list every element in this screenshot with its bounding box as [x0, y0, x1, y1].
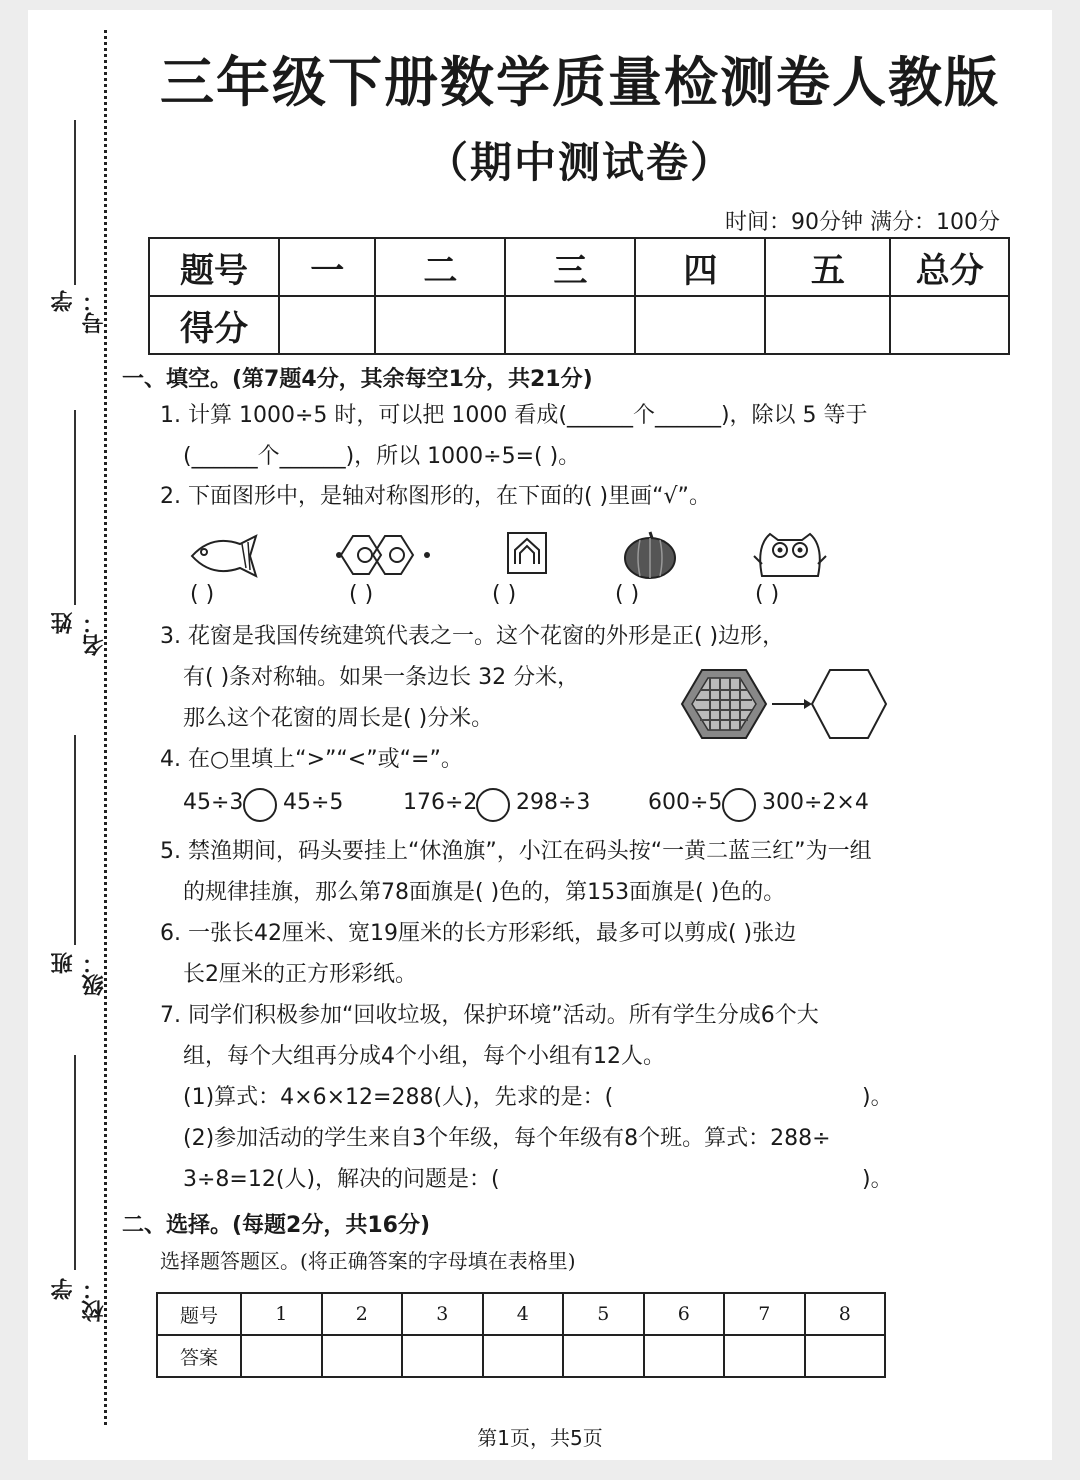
- answer-table-header-row: [157, 1293, 885, 1335]
- name-line[interactable]: [74, 410, 76, 605]
- section-1-heading: 一、填空。(第7题4分，其余每空1分，共21分): [122, 367, 593, 392]
- q2-answer-paren-5[interactable]: ( ): [755, 582, 780, 607]
- answer-cell[interactable]: [644, 1335, 725, 1377]
- question-6-line-2: 长2厘米的正方形彩纸。: [183, 962, 417, 987]
- question-7-sub-2-line-2: 3÷8=12(人)，解决的问题是：(: [183, 1167, 500, 1192]
- score-header-cell: 四: [635, 238, 765, 296]
- question-7-line-1: 7. 同学们积极参加“回收垃圾，保护环境”活动。所有学生分成6个大: [160, 1003, 819, 1028]
- answer-header-cell: 4: [483, 1293, 564, 1335]
- flower-window-figure: [680, 666, 890, 742]
- question-2: 2. 下面图形中，是轴对称图形的，在下面的( )里画“√”。: [160, 484, 711, 509]
- score-cell[interactable]: [635, 296, 765, 354]
- question-7-sub-2-line-1: (2)参加活动的学生来自3个年级，每个年级有8个班。算式：288÷: [183, 1126, 831, 1151]
- question-1-line-2: (______个______)，所以 1000÷5=( )。: [183, 444, 581, 469]
- name-label: 姓名：: [51, 612, 107, 656]
- school-label: 学校：: [51, 1278, 107, 1322]
- answer-cell[interactable]: [724, 1335, 805, 1377]
- score-header-cell: 二: [375, 238, 505, 296]
- student-id-label: 学号：: [51, 290, 107, 334]
- score-table-score-row: [149, 296, 1009, 354]
- answer-table-answer-row: [157, 1335, 885, 1377]
- answer-header-cell: 题号: [157, 1293, 241, 1335]
- q4-left-3: 600÷5: [648, 790, 723, 815]
- score-table-header-row: [149, 238, 1009, 296]
- question-7-sub-1: (1)算式：4×6×12=288(人)，先求的是：(: [183, 1085, 614, 1110]
- score-cell[interactable]: [279, 296, 375, 354]
- q4-compare-circle-1[interactable]: [243, 788, 277, 822]
- question-7-line-2: 组，每个大组再分成4个小组，每个小组有12人。: [183, 1044, 665, 1069]
- q4-compare-circle-2[interactable]: [476, 788, 510, 822]
- question-3-line-2: 有( )条对称轴。如果一条边长 32 分米，: [183, 665, 580, 690]
- question-5-line-2: 的规律挂旗，那么第78面旗是( )色的，第153面旗是( )色的。: [183, 880, 786, 905]
- section-2-instruction: 选择题答题区。(将正确答案的字母填在表格里): [160, 1249, 576, 1273]
- answer-header-cell: 2: [322, 1293, 403, 1335]
- score-header-cell: 三: [505, 238, 635, 296]
- q2-answer-paren-4[interactable]: ( ): [615, 582, 640, 607]
- answer-cell[interactable]: [322, 1335, 403, 1377]
- score-header-cell: 五: [765, 238, 890, 296]
- q4-compare-circle-3[interactable]: [722, 788, 756, 822]
- pumpkin-figure: [622, 528, 678, 580]
- answer-row-label: 答案: [157, 1335, 241, 1377]
- binding-dashed-line: [104, 30, 107, 1425]
- answer-header-cell: 5: [563, 1293, 644, 1335]
- score-cell[interactable]: [765, 296, 890, 354]
- q4-right-3: 300÷2×4: [762, 790, 869, 815]
- arrow-box-figure: [505, 530, 549, 576]
- question-7-sub-1-close: )。: [862, 1085, 893, 1110]
- owl-figure: [752, 526, 828, 580]
- q2-answer-paren-1[interactable]: ( ): [190, 582, 215, 607]
- question-5-line-1: 5. 禁渔期间，码头要挂上“休渔旗”，小江在码头按“一黄二蓝三红”为一组: [160, 839, 872, 864]
- question-6-line-1: 6. 一张长42厘米、宽19厘米的长方形彩纸，最多可以剪成( )张边: [160, 921, 797, 946]
- q4-right-1: 45÷5: [283, 790, 344, 815]
- score-row-label: 得分: [149, 296, 279, 354]
- answer-header-cell: 6: [644, 1293, 725, 1335]
- score-header-cell: 题号: [149, 238, 279, 296]
- page-title: 三年级下册数学质量检测卷人教版: [160, 51, 1000, 114]
- score-cell[interactable]: [890, 296, 1009, 354]
- score-header-cell: 总分: [890, 238, 1009, 296]
- question-3-line-1: 3. 花窗是我国传统建筑代表之一。这个花窗的外形是正( )边形，: [160, 624, 785, 649]
- answer-cell[interactable]: [483, 1335, 564, 1377]
- question-7-sub-2-close: )。: [862, 1167, 893, 1192]
- answer-table: [156, 1292, 886, 1378]
- school-line[interactable]: [74, 1055, 76, 1270]
- class-line[interactable]: [74, 735, 76, 945]
- page-footer: 第1页，共5页: [477, 1426, 603, 1450]
- q2-answer-paren-3[interactable]: ( ): [492, 582, 517, 607]
- question-4: 4. 在○里填上“>”“<”或“=”。: [160, 747, 463, 772]
- q4-right-2: 298÷3: [516, 790, 591, 815]
- answer-header-cell: 8: [805, 1293, 886, 1335]
- fish-figure: [188, 530, 262, 582]
- answer-header-cell: 1: [241, 1293, 322, 1335]
- answer-cell[interactable]: [563, 1335, 644, 1377]
- answer-cell[interactable]: [241, 1335, 322, 1377]
- answer-cell[interactable]: [402, 1335, 483, 1377]
- page-subtitle: （期中测试卷）: [425, 138, 734, 187]
- hexagon-pattern-figure: [335, 530, 431, 580]
- question-1-line-1: 1. 计算 1000÷5 时，可以把 1000 看成(______个______)，除以 5 等于: [160, 403, 868, 428]
- student-id-line[interactable]: [74, 120, 76, 285]
- time-score-info: 时间：90分钟 满分：100分: [725, 210, 1000, 235]
- q4-left-1: 45÷3: [183, 790, 244, 815]
- section-2-heading: 二、选择。(每题2分，共16分): [122, 1213, 431, 1238]
- score-cell[interactable]: [375, 296, 505, 354]
- score-header-cell: 一: [279, 238, 375, 296]
- score-cell[interactable]: [505, 296, 635, 354]
- score-table: [148, 237, 1010, 355]
- answer-cell[interactable]: [805, 1335, 886, 1377]
- q4-left-2: 176÷2: [403, 790, 478, 815]
- q2-answer-paren-2[interactable]: ( ): [349, 582, 374, 607]
- answer-header-cell: 3: [402, 1293, 483, 1335]
- class-label: 班级：: [51, 952, 107, 996]
- question-3-line-3: 那么这个花窗的周长是( )分米。: [183, 706, 494, 731]
- answer-header-cell: 7: [724, 1293, 805, 1335]
